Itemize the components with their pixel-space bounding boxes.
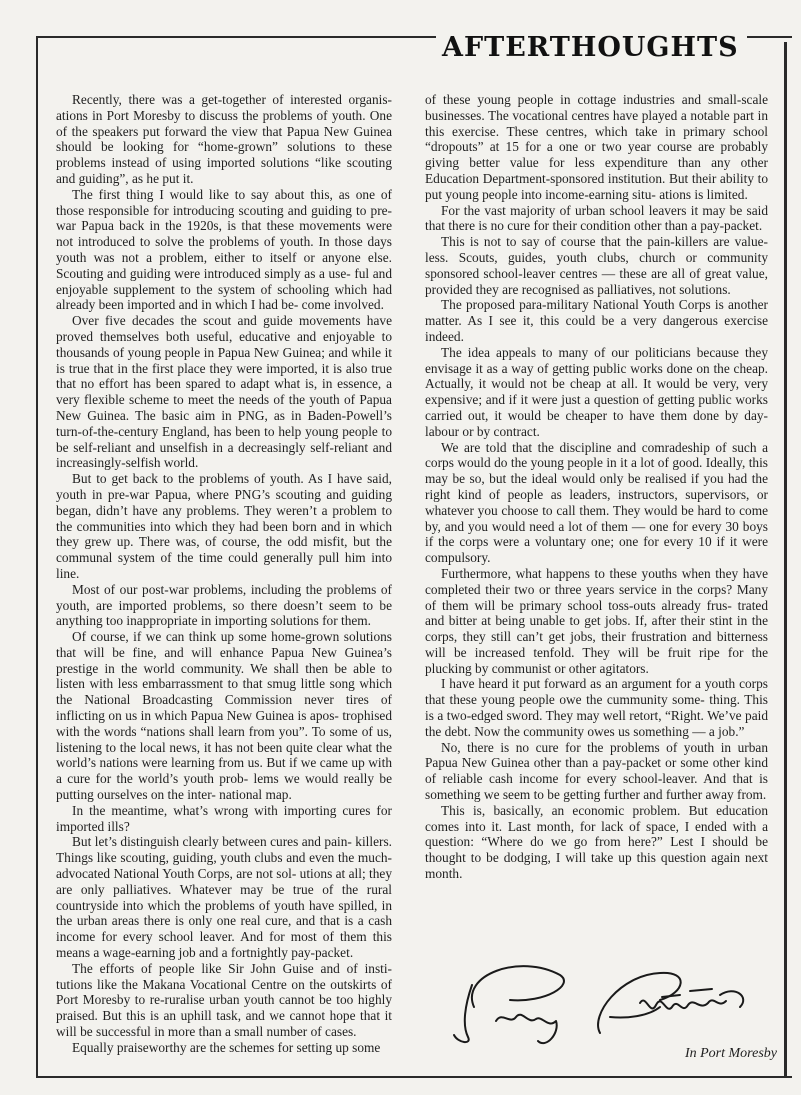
paragraph: The first thing I would like to say about this, as one of those responsible for introducing scouting and guiding to pre-war Papua back in the 1920s, is that these movements were not introduced to solve the problems of youth. In those days youth was not a problem, either to itself or anyone else. Scouting and guiding were introduced simply as a use- ful and enjoyable supplement to the system of schooling which had already been imported and in which I had be- come involved. [56, 186, 392, 313]
paragraph: For the vast majority of urban school leavers it may be said that there is no cure for their condition other than a pay-packet. [425, 202, 768, 234]
paragraph: The proposed para-military National Youth Corps is another matter. As I see it, this could be a very dangerous exercise indeed. [425, 297, 768, 344]
paragraph: Furthermore, what happens to these youths when they have completed their two or three years service in the corps? Many of them will be primary school toss-outs already frus- trated and bitter at being unable to get jobs. If, after their stint in the corps, they still can’t get jobs, their frustration and bitterness will be increased tenfold. They will be fruit ripe for the plucking by communist or other agitators. [425, 565, 768, 676]
paragraph: But to get back to the problems of youth. As I have said, youth in pre-war Papua, where PNG’s scouting and guiding began, didn’t have any problems. They weren’t a problem to the communities into which they had been born and in which they grew up. There was, of course, the odd misfit, but the communal system of the time could generally pull him into line. [56, 471, 392, 581]
paragraph: No, there is no cure for the problems of youth in urban Papua New Guinea other than a pay-packet or some other kind of reliable cash income for every school-leaver. And that is something we seem to be getting further and further away from. [425, 739, 768, 803]
left-column [56, 92, 392, 1056]
paragraph: We are told that the discipline and comradeship of such a corps would do the young people in it a lot of good. Ideally, this may be so, but the ideal would only be realised if you had the right kind of people as leaders, instructors, supervisors, or whatever you choose to call them. They would be hard to come by, and you would need a lot of them — one for every 30 boys if the corps were a voluntary one; one for every 10 if it were compulsory. [425, 439, 768, 566]
paragraph: Over five decades the scout and guide movements have proved themselves both useful, educative and enjoyable to thousands of young people in Papua New Guinea; and while it is true that in the first place they were imported, it is also true that no effort has been spared to adapt what is, in essence, a very flexible scheme to meet the needs of the youth of Papua New Guinea. The basic aim in PNG, as in Baden-Powell’s turn-of-the-century England, has been to help young people to be self-reliant and unselfish in a decreasingly self-reliant and increasingly-selfish world. [56, 313, 392, 471]
paragraph: But let’s distinguish clearly between cures and pain- killers. Things like scouting, guiding, youth clubs and even the much-advocated National Youth Corps, are not sol- utions at all; they are only palliatives. Whatever may be true of the rural countryside into which the problems of youth have spilled, in the urban areas there is only one real cure, and that is a cash income for every school leaver. And for most of them this means a wage-earning job and a fortnightly pay-packet. [56, 834, 392, 961]
paragraph: Of course, if we can think up some home-grown solutions that will be fine, and will enhance Papua New Guinea’s prestige in the world community. We shall then be able to listen with less embarrassment to that smug little song which the National Broadcasting Commission never tires of inflicting on us in which Papua New Guinea is apos- trophised with the words “nations shall learn from you”. To some of us, listening to the local news, it has not been quite clear what the world’s nations were learning from us. But if we came up with a cure for the world’s youth prob- lems we would really be putting ourselves on the inter- national map. [56, 629, 392, 803]
paragraph: I have heard it put forward as an argument for a youth corps that these young people owe the cummunity some- thing. This is a two-edged sword. They may well retort, “Right. We’ve paid the debt. Now the community owes us something — a job.” [425, 676, 768, 739]
paragraph: Equally praiseworthy are the schemes for setting up some [72, 1039, 381, 1055]
paragraph: In the meantime, what’s wrong with importing cures for imported ills? [56, 802, 392, 834]
paragraph: The idea appeals to many of our politicians because they envisage it as a way of getting public works done on the cheap. Actually, it would not be cheap at all. It would be very, very expensive; and if it were just a question of getting public works carried out, it would be cheaper to have them done by day-labour or by contract. [425, 344, 768, 439]
handwritten-signature [450, 945, 780, 1055]
paragraph: Most of our post-war problems, including the problems of youth, are imported problems, so there doesn’t seem to be anything too inappropriate in importing solutions for them. [56, 581, 392, 629]
paragraph: of these young people in cottage industries and small-scale businesses. The vocational centres have played a notable part in this exercise. These centres, which take in primary school “dropouts” at 15 for a one or two year course are probably giving better value for less expenditure than any other Education Department-sponsored institution. But their ability to put young people into income-earning situ- ations is limited. [425, 92, 768, 202]
page-title: AFTERTHOUGHTS [436, 26, 747, 70]
paragraph: Recently, there was a get-together of interested organis- ations in Port Moresby to discuss the problems of youth. One of the speakers put forward the view that Papua New Guinea should be looking for “home-grown” solutions to these problems instead of using imported solutions “like scouting and guiding”, as he put it. [56, 92, 392, 186]
paragraph: This is, basically, an economic problem. But education comes into it. Last month, for lack of space, I ended with a question: “Where do we go from here?” Lest I should be thought to be dodging, I will take up this question again next month. [425, 802, 768, 882]
right-column [425, 92, 768, 882]
paragraph: This is not to say of course that the pain-killers are value- less. Scouts, guides, youth clubs, church or community sponsored school-leaver centres — these are all of great value, provided they are recognised as palliatives, not solutions. [425, 234, 768, 297]
signature-location: In Port Moresby [684, 1046, 777, 1061]
right-rule [784, 42, 787, 1078]
paragraph: The efforts of people like Sir John Guise and of insti- tutions like the Makana Vocational Centre on the outskirts of Port Moresby to re-ruralise urban youth cannot be too highly praised. But this is an uphill task, and we cannot hope that it will be successful in more than a small number of cases. [56, 960, 392, 1040]
